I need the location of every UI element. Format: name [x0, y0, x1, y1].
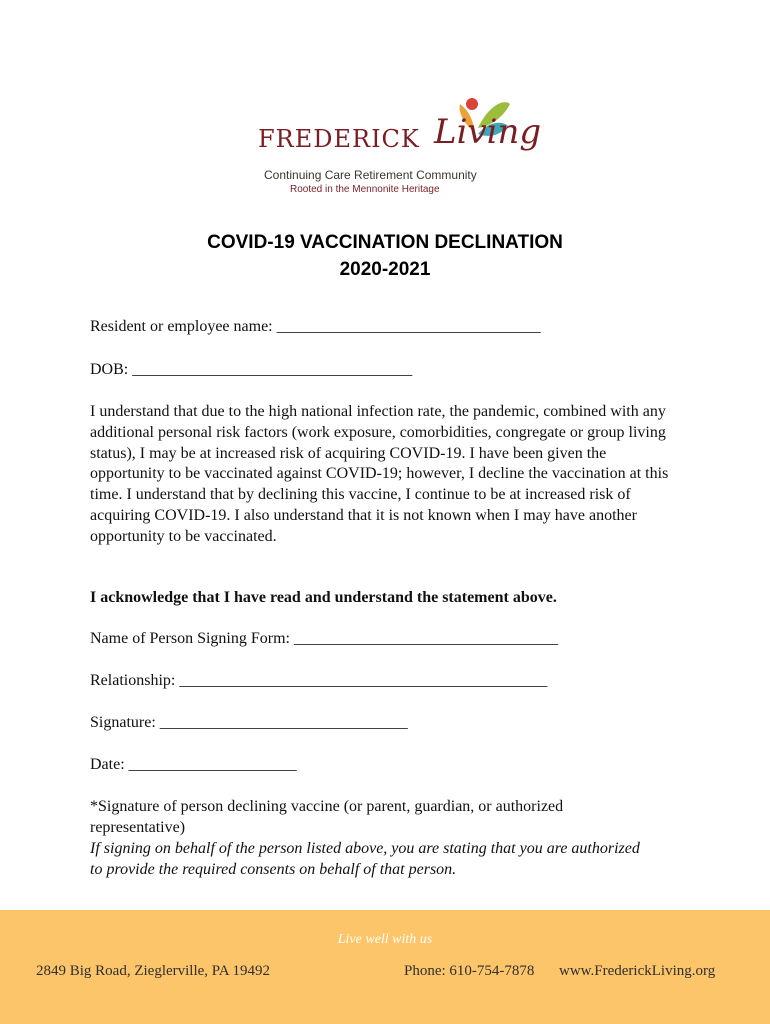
- logo-frederick-text: FREDERICK: [258, 125, 420, 153]
- dob-field[interactable]: DOB: ___________________________________: [90, 361, 413, 378]
- signing-on-behalf-note: If signing on behalf of the person listed above, you are stating that you are authorized to provide the required consents on behalf of that person.: [90, 840, 640, 878]
- signer-name-field[interactable]: Name of Person Signing Form: _________________________________: [90, 630, 558, 647]
- footer-bar: [0, 910, 770, 1024]
- footer-phone: Phone: 610-754-7878: [404, 963, 535, 979]
- signature-note: *Signature of person declining vaccine (or parent, guardian, or authorized representative): [90, 798, 564, 836]
- date-field[interactable]: Date: _____________________: [90, 756, 297, 773]
- footer-address: 2849 Big Road, Zieglerville, PA 19492: [36, 963, 271, 979]
- logo-living-text: Living: [434, 112, 542, 152]
- acknowledgment-statement: I acknowledge that I have read and understand the statement above.: [90, 589, 557, 606]
- declination-statement: I understand that due to the high national infection rate, the pandemic, combined with any additional personal risk factors (work exposure, comorbidities, congregate or group living status), I may be at increased risk of acquiring COVID-19. I have been given the opportunity to be vaccinated against COVID-19; however, I decline the vaccination at this time. I understand that by declining this vaccine, I continue to be at increased risk of acquiring COVID-19. I also understand that it is not known when I may have another opportunity to be vaccinated.: [90, 403, 669, 545]
- signature-field[interactable]: Signature: _______________________________: [90, 714, 408, 731]
- document-year: 2020-2021: [339, 259, 431, 280]
- relationship-field[interactable]: Relationship: ______________________________________________: [90, 672, 548, 689]
- document-title: COVID-19 VACCINATION DECLINATION: [207, 232, 563, 253]
- footer-website-link[interactable]: www.FrederickLiving.org: [559, 963, 716, 979]
- frederick-living-logo: [258, 92, 542, 198]
- footer-tagline: Live well with us: [337, 932, 433, 947]
- logo-tagline: Continuing Care Retirement Community: [264, 168, 477, 182]
- logo-subtagline: Rooted in the Mennonite Heritage: [290, 184, 440, 195]
- name-field[interactable]: Resident or employee name: _________________________________: [90, 318, 541, 335]
